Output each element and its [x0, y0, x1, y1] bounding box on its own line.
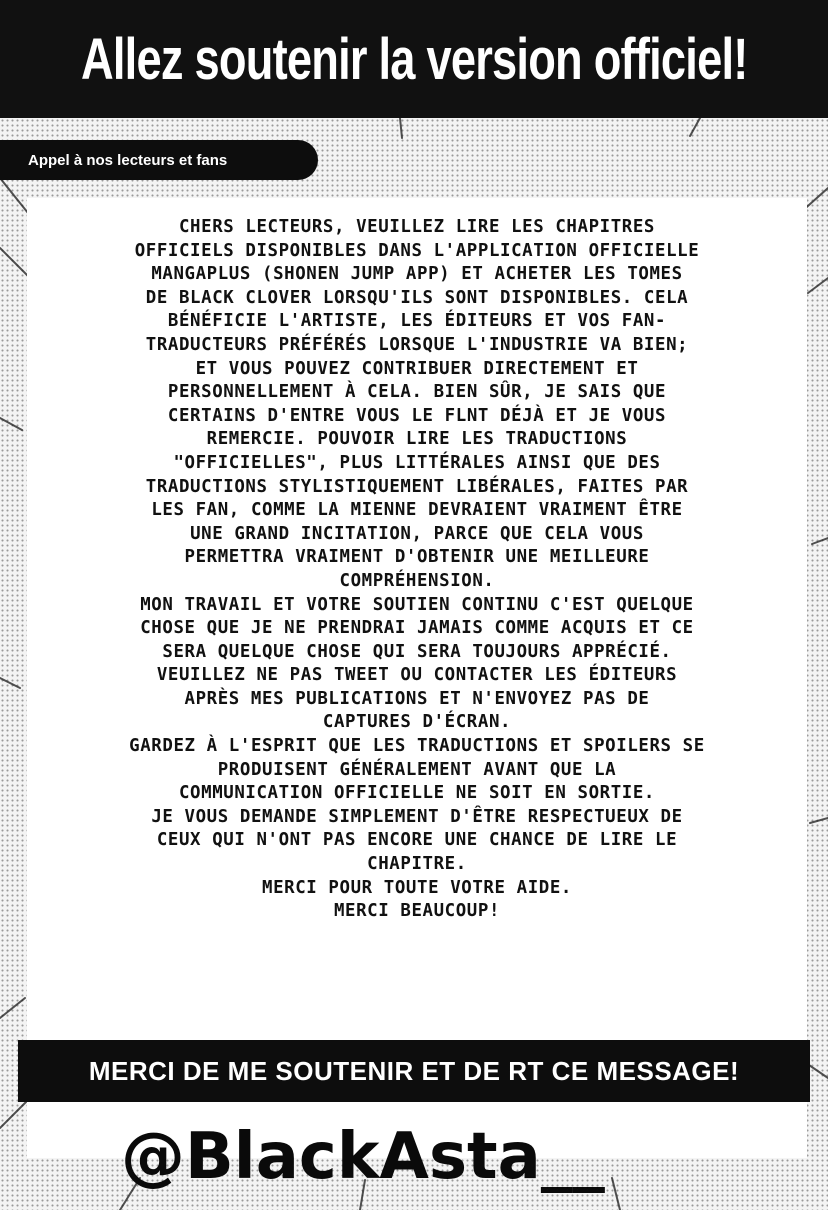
message-line: VEUILLEZ NE PAS TWEET OU CONTACTER LES ÉDITEURS [156, 665, 678, 686]
message-line: UNE GRAND INCITATION, PARCE QUE CELA VOUS [190, 523, 644, 544]
message-line: MON TRAVAIL ET VOTRE SOUTIEN CONTINU C'EST QUELQUE [140, 594, 694, 615]
message-line: "OFFICIELLES", PLUS LITTÉRALES AINSI QUE DES [173, 452, 661, 473]
message-line: TRADUCTIONS STYLISTIQUEMENT LIBÉRALES, FAITES PAR [145, 476, 689, 497]
twitter-handle: @BlackAsta__ [121, 1120, 605, 1194]
message-card [27, 198, 807, 1194]
message-line: OFFICIELS DISPONIBLES DANS L'APPLICATION OFFICIELLE [134, 240, 700, 261]
message-line: MERCI POUR TOUTE VOTRE AIDE. [262, 877, 572, 898]
message-line: GARDEZ À L'ESPRIT QUE LES TRADUCTIONS ET SPOILERS SE [129, 736, 705, 757]
footer-message: MERCI DE ME SOUTENIR ET DE RT CE MESSAGE! [88, 1055, 740, 1086]
message-line: CHAPITRE. [367, 854, 467, 875]
top-banner [0, 0, 828, 118]
message-line: CERTAINS D'ENTRE VOUS LE FLNT DÉJÀ ET JE VOUS [167, 405, 667, 426]
message-line: LES FAN, COMME LA MIENNE DEVRAIENT VRAIMENT ÊTRE [151, 500, 683, 521]
message-line: COMPRÉHENSION. [339, 570, 495, 591]
message-line: MERCI BEAUCOUP! [333, 901, 501, 922]
appeal-tag [0, 140, 318, 180]
message-line: BÉNÉFICIE L'ARTISTE, LES ÉDITEURS ET VOS FAN- [167, 311, 667, 332]
appeal-tag-label: Appel à nos lecteurs et fans [28, 151, 228, 169]
message-body [27, 216, 807, 924]
message-line: REMERCIE. POUVOIR LIRE LES TRADUCTIONS [206, 429, 628, 450]
message-line: JE VOUS DEMANDE SIMPLEMENT D'ÊTRE RESPECTUEUX DE [151, 806, 683, 827]
message-line: DE BLACK CLOVER LORSQU'ILS SONT DISPONIBLES. CELA [145, 287, 689, 308]
message-line: CHERS LECTEURS, VEUILLEZ LIRE LES CHAPITRES [178, 217, 655, 237]
message-line: SERA QUELQUE CHOSE QUI SERA TOUJOURS APPRÉCIÉ. [162, 641, 672, 662]
page-title: Allez soutenir la version officiel! [80, 26, 748, 92]
message-line: CAPTURES D'ÉCRAN. [322, 712, 512, 733]
message-line: MANGAPLUS (SHONEN JUMP APP) ET ACHETER LES TOMES [151, 264, 683, 285]
message-line: TRADUCTEURS PRÉFÉRÉS LORSQUE L'INDUSTRIE VA BIEN; [145, 334, 689, 355]
message-line: CHOSE QUE JE NE PRENDRAI JAMAIS COMME ACQUIS ET CE [140, 618, 694, 639]
message-line: APRÈS MES PUBLICATIONS ET N'ENVOYEZ PAS DE [184, 688, 650, 709]
message-line: PERSONNELLEMENT À CELA. BIEN SÛR, JE SAIS QUE [167, 382, 667, 403]
bottom-banner [18, 1040, 810, 1102]
message-line: CEUX QUI N'ONT PAS ENCORE UNE CHANCE DE LIRE LE [156, 830, 678, 851]
message-line: COMMUNICATION OFFICIELLE NE SOIT EN SORTIE. [178, 783, 655, 804]
message-line: PRODUISENT GÉNÉRALEMENT AVANT QUE LA [217, 759, 617, 780]
message-line: PERMETTRA VRAIMENT D'OBTENIR UNE MEILLEURE [184, 547, 650, 568]
message-line: ET VOUS POUVEZ CONTRIBUER DIRECTEMENT ET [195, 358, 639, 379]
